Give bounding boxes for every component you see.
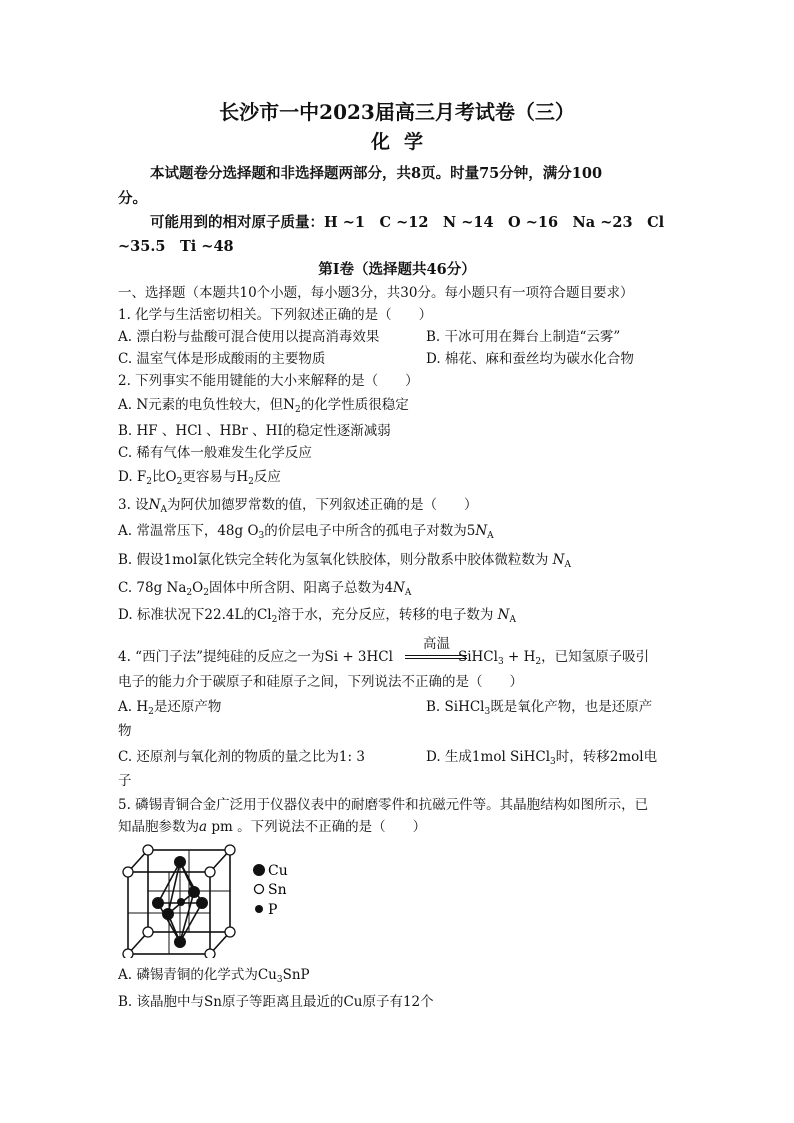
q1-option-a: A. 漂白粉与盐酸可混合使用以提高消毒效果 (118, 329, 380, 345)
intro-line-2: 分。 (118, 190, 147, 207)
q3-stem: 3. 设$N_A$为阿伏加德罗常数的值，下列叙述正确的是（ ） (118, 497, 478, 515)
q3-option-b: B. 假设1mol氯化铁完全转化为氢氧化铁胶体，则分散系中胶体微粒数为 $N_A$ (118, 552, 571, 570)
section-title: 第Ⅰ卷（选择题共46分） (318, 261, 476, 278)
q2-option-c: C. 稀有气体一般难发生化学反应 (118, 445, 312, 461)
q4-stem: 4. “西门子法”提纯硅的反应之一为Si + 3HCl SiHCl$_3$ + $H_2$，已知氢原子吸引 (118, 649, 650, 667)
reaction-condition: 高温 (423, 636, 450, 652)
q4-option-d-cont: 子 (118, 773, 132, 789)
q4-stem-cont: 电子的能力介于碳原子和硅原子之间，下列说法不正确的是（ ） (118, 674, 523, 690)
subject-title: 化学 (370, 131, 437, 153)
q4-option-c: C. 还原剂与氧化剂的物质的量之比为1: 3 (118, 749, 365, 765)
q4-option-a: A. $H_2$是还原产物 (118, 699, 222, 717)
legend-p-marker (255, 905, 263, 913)
legend-sn-marker (255, 885, 264, 894)
q5-option-b: B. 该晶胞中与Sn原子等距离且最近的Cu原子有12个 (118, 994, 434, 1010)
q5-stem-1: 5. 磷锡青铜合金广泛用于仪器仪表中的耐磨零件和抗磁元件等。其晶胞结构如图所示，已 (118, 797, 649, 813)
q1-stem: 1. 化学与生活密切相关。下列叙述正确的是（ ） (118, 307, 433, 323)
q3-option-d: D. 标准状况下22.4L的$Cl_2$溶于水，充分反应，转移的电子数为 $N_A$ (118, 607, 516, 625)
q5-stem-2: 知晶胞参数为a pm 。下列说法不正确的是（ ） (118, 819, 427, 835)
q1-option-c: C. 温室气体是形成酸雨的主要物质 (118, 351, 326, 367)
q4-option-d: D. 生成1mol SiHCl$_3$时，转移2mol电 (426, 749, 658, 767)
section-instructions: 一、选择题（本题共10个小题，每小题3分，共30分。每小题只有一项符合题目要求） (118, 285, 634, 301)
q2-option-d: D. $F_2$比$O_2$更容易与$H_2$反应 (118, 469, 281, 487)
legend-sn-label: Sn (268, 882, 287, 898)
legend-cu-label: Cu (268, 863, 288, 879)
q3-option-c: C. 78g $Na_2O_2$固体中所含阴、阳离子总数为$4N_A$ (118, 580, 412, 598)
q2-option-a: A. N元素的电负性较大，但$N_2$的化学性质很稳定 (118, 397, 409, 415)
legend-cu-marker (253, 864, 265, 876)
crystal-cell-diagram (118, 838, 358, 958)
atomic-masses-line-1: 可能用到的相对原子质量：H ~1 C ~12 N ~14 O ~16 Na ~23 Cl (150, 214, 665, 231)
atomic-masses-line-2: ~35.5 Ti ~48 (118, 238, 234, 255)
q2-stem: 2. 下列事实不能用键能的大小来解释的是（ ） (118, 373, 419, 389)
q1-option-b: B. 干冰可用在舞台上制造“云雾” (426, 329, 621, 345)
q5-option-a: A. 磷锡青铜的化学式为$Cu_3SnP$ (118, 967, 310, 985)
q3-option-a: A. 常温常压下，48g $O_3$的价层电子中所含的孤电子对数为$5N_A$ (118, 523, 494, 541)
legend-p-label: P (268, 902, 278, 918)
q2-option-b: B. HF 、HCl 、HBr 、HI的稳定性逐渐减弱 (118, 423, 391, 439)
q4-option-b: B. SiHCl$_3$既是氧化产物，也是还原产 (426, 699, 653, 717)
exam-title: 长沙市一中2023届高三月考试卷（三） (219, 100, 575, 124)
q1-option-d: D. 棉花、麻和蚕丝均为碳水化合物 (426, 351, 634, 367)
intro-line-1: 本试题卷分选择题和非选择题两部分，共8页。时量75分钟，满分100 (150, 165, 603, 182)
q4-option-b-cont: 物 (118, 723, 132, 739)
